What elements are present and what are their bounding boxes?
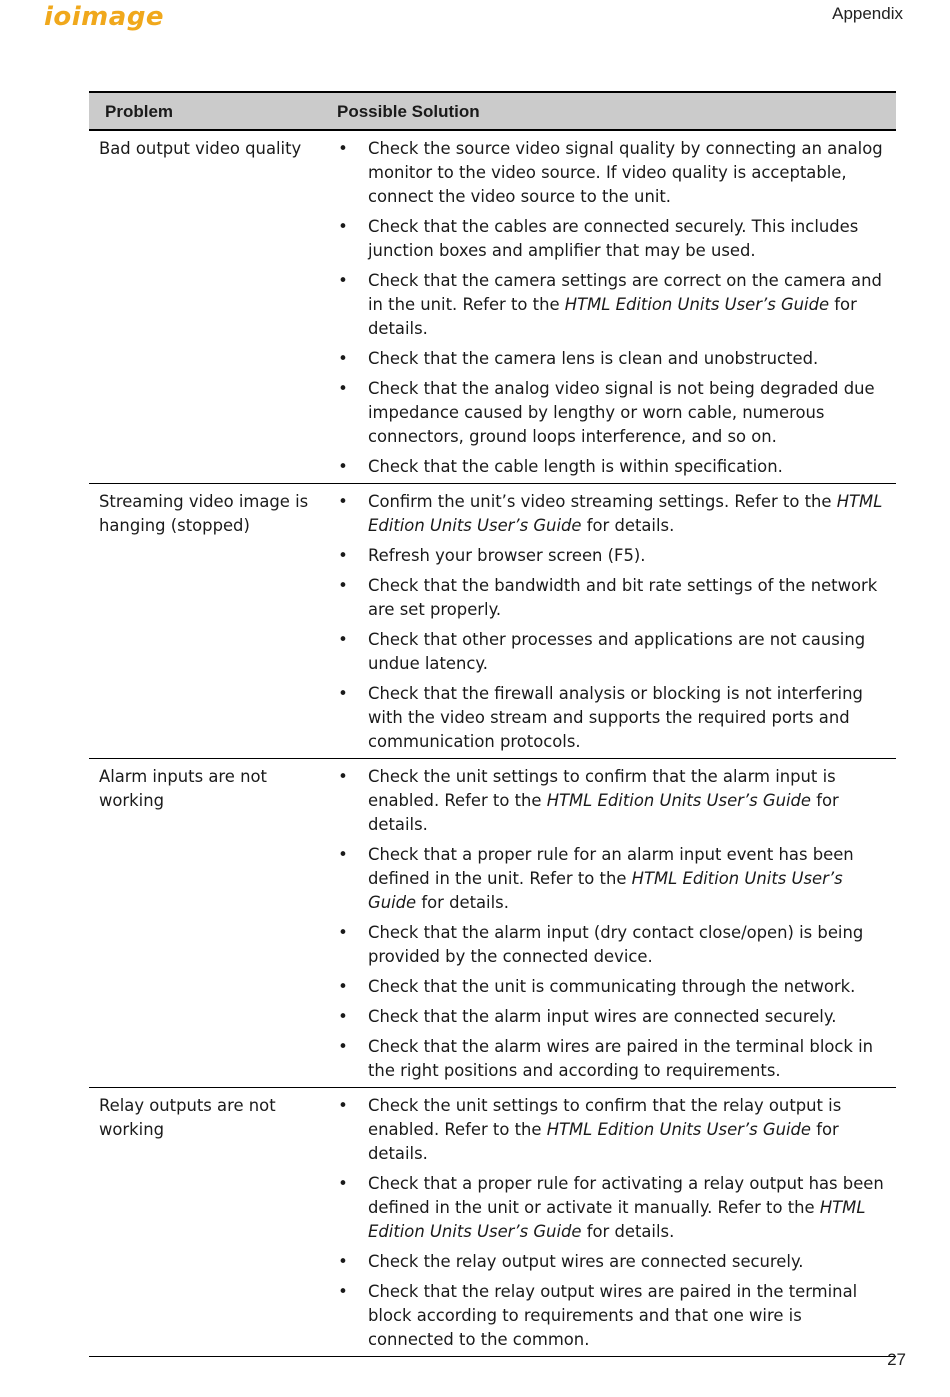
page-number: 27 <box>887 1350 906 1369</box>
solution-cell <box>337 130 896 484</box>
solution-text: Confirm the unit’s video streaming settings. Refer to the <box>368 492 837 511</box>
solution-text: Check that other processes and applications are not causing undue latency. <box>368 630 866 673</box>
bullet-icon: • <box>338 1096 348 1115</box>
bullet-icon: • <box>338 1174 348 1193</box>
solution-text: Check that the relay output wires are paired in the terminal block according to requirements and that one wire is connected to the common. <box>368 1282 858 1349</box>
solution-item <box>337 1035 890 1083</box>
solution-text: Check that the unit is communicating through the network. <box>368 977 856 996</box>
solution-text: Check that the alarm wires are paired in the terminal block in the right positions and according to requirements. <box>368 1037 874 1080</box>
solution-item <box>337 1094 890 1166</box>
solution-item <box>337 843 890 915</box>
solution-text: Check the source video signal quality by connecting an analog monitor to the video source. If video quality is acceptable, connect the video source to the unit. <box>368 139 883 206</box>
bullet-icon: • <box>338 977 348 996</box>
solution-text: for details. <box>368 1120 839 1163</box>
solution-item <box>337 455 890 479</box>
bullet-icon: • <box>338 457 348 476</box>
solution-text: for details. <box>581 516 675 535</box>
solution-cell <box>337 484 896 759</box>
bullet-icon: • <box>338 1007 348 1026</box>
table-row <box>89 759 896 1088</box>
solution-text: for details. <box>416 893 509 912</box>
solution-item <box>337 975 890 999</box>
solution-list <box>337 137 890 479</box>
solution-item <box>337 1250 890 1274</box>
solution-item <box>337 1280 890 1352</box>
bullet-icon: • <box>338 1282 348 1301</box>
solution-item <box>337 765 890 837</box>
solution-item <box>337 682 890 754</box>
solution-item <box>337 377 890 449</box>
bullet-icon: • <box>338 271 348 290</box>
problem-cell: Relay outputs are not working <box>89 1088 337 1357</box>
solution-text: for details. <box>368 791 839 834</box>
solution-list <box>337 1094 890 1352</box>
bullet-icon: • <box>338 845 348 864</box>
solution-text: for details. <box>581 1222 675 1241</box>
solution-text: Check the unit settings to confirm that the alarm input is enabled. Refer to the <box>368 767 836 810</box>
guide-title: HTML Edition Units User’s Guide <box>546 791 812 810</box>
bullet-icon: • <box>338 349 348 368</box>
solution-item <box>337 1172 890 1244</box>
solution-cell <box>337 759 896 1088</box>
guide-title: HTML Edition Units User’s Guide <box>368 869 843 912</box>
solution-text: Check that the cable length is within specification. <box>368 457 783 476</box>
guide-title: HTML Edition Units User’s Guide <box>368 492 883 535</box>
guide-title: HTML Edition Units User’s Guide <box>564 295 830 314</box>
table-body <box>89 130 896 1357</box>
problem-cell: Bad output video quality <box>89 130 337 484</box>
table-row <box>89 1088 896 1357</box>
solution-text: Check that the firewall analysis or blocking is not interfering with the video stream and supports the required ports and communication protocols. <box>368 684 863 751</box>
solution-item <box>337 1005 890 1029</box>
solution-text: Check that the camera settings are correct on the camera and in the unit. Refer to the <box>368 271 882 314</box>
bullet-icon: • <box>338 546 348 565</box>
solution-text: Check the unit settings to confirm that the relay output is enabled. Refer to the <box>368 1096 842 1139</box>
table-row <box>89 484 896 759</box>
solution-item <box>337 269 890 341</box>
bullet-icon: • <box>338 217 348 236</box>
ioimage-logo: ioimage <box>44 2 165 32</box>
solution-item <box>337 137 890 209</box>
problem-cell: Streaming video image is hanging (stopped) <box>89 484 337 759</box>
troubleshooting-table <box>89 91 896 1357</box>
solution-item <box>337 544 890 568</box>
bullet-icon: • <box>338 684 348 703</box>
solution-cell <box>337 1088 896 1357</box>
solution-text: Check that a proper rule for activating a relay output has been defined in the unit or activate it manually. Refer to the <box>368 1174 884 1217</box>
solution-text: Check that the analog video signal is not being degraded due impedance caused by lengthy or worn cable, numerous connectors, ground loops interference, and so on. <box>368 379 875 446</box>
bullet-icon: • <box>338 492 348 511</box>
solution-item <box>337 574 890 622</box>
solution-text: Check that the cables are connected securely. This includes junction boxes and amplifier that may be used. <box>368 217 859 260</box>
solution-column-header: Possible Solution <box>337 92 896 130</box>
guide-title: HTML Edition Units User’s Guide <box>368 1198 866 1241</box>
bullet-icon: • <box>338 1037 348 1056</box>
solution-text: Refresh your browser screen (F5). <box>368 546 646 565</box>
bullet-icon: • <box>338 923 348 942</box>
solution-text: for details. <box>368 295 857 338</box>
solution-text: Check the relay output wires are connected securely. <box>368 1252 804 1271</box>
solution-list <box>337 490 890 754</box>
problem-column-header: Problem <box>89 92 337 130</box>
solution-text: Check that the alarm input wires are connected securely. <box>368 1007 837 1026</box>
solution-item <box>337 490 890 538</box>
bullet-icon: • <box>338 1252 348 1271</box>
solution-item <box>337 921 890 969</box>
solution-text: Check that the bandwidth and bit rate settings of the network are set properly. <box>368 576 878 619</box>
solution-item <box>337 347 890 371</box>
solution-text: Check that a proper rule for an alarm input event has been defined in the unit. Refer to the <box>368 845 854 888</box>
solution-text: Check that the camera lens is clean and unobstructed. <box>368 349 819 368</box>
bullet-icon: • <box>338 139 348 158</box>
bullet-icon: • <box>338 379 348 398</box>
section-title: Appendix <box>832 4 903 23</box>
solution-item <box>337 215 890 263</box>
solution-item <box>337 628 890 676</box>
guide-title: HTML Edition Units User’s Guide <box>546 1120 812 1139</box>
bullet-icon: • <box>338 576 348 595</box>
bullet-icon: • <box>338 630 348 649</box>
problem-cell: Alarm inputs are not working <box>89 759 337 1088</box>
table-row <box>89 130 896 484</box>
solution-list <box>337 765 890 1083</box>
solution-text: Check that the alarm input (dry contact close/open) is being provided by the connected device. <box>368 923 864 966</box>
table-header-row <box>89 92 896 130</box>
bullet-icon: • <box>338 767 348 786</box>
